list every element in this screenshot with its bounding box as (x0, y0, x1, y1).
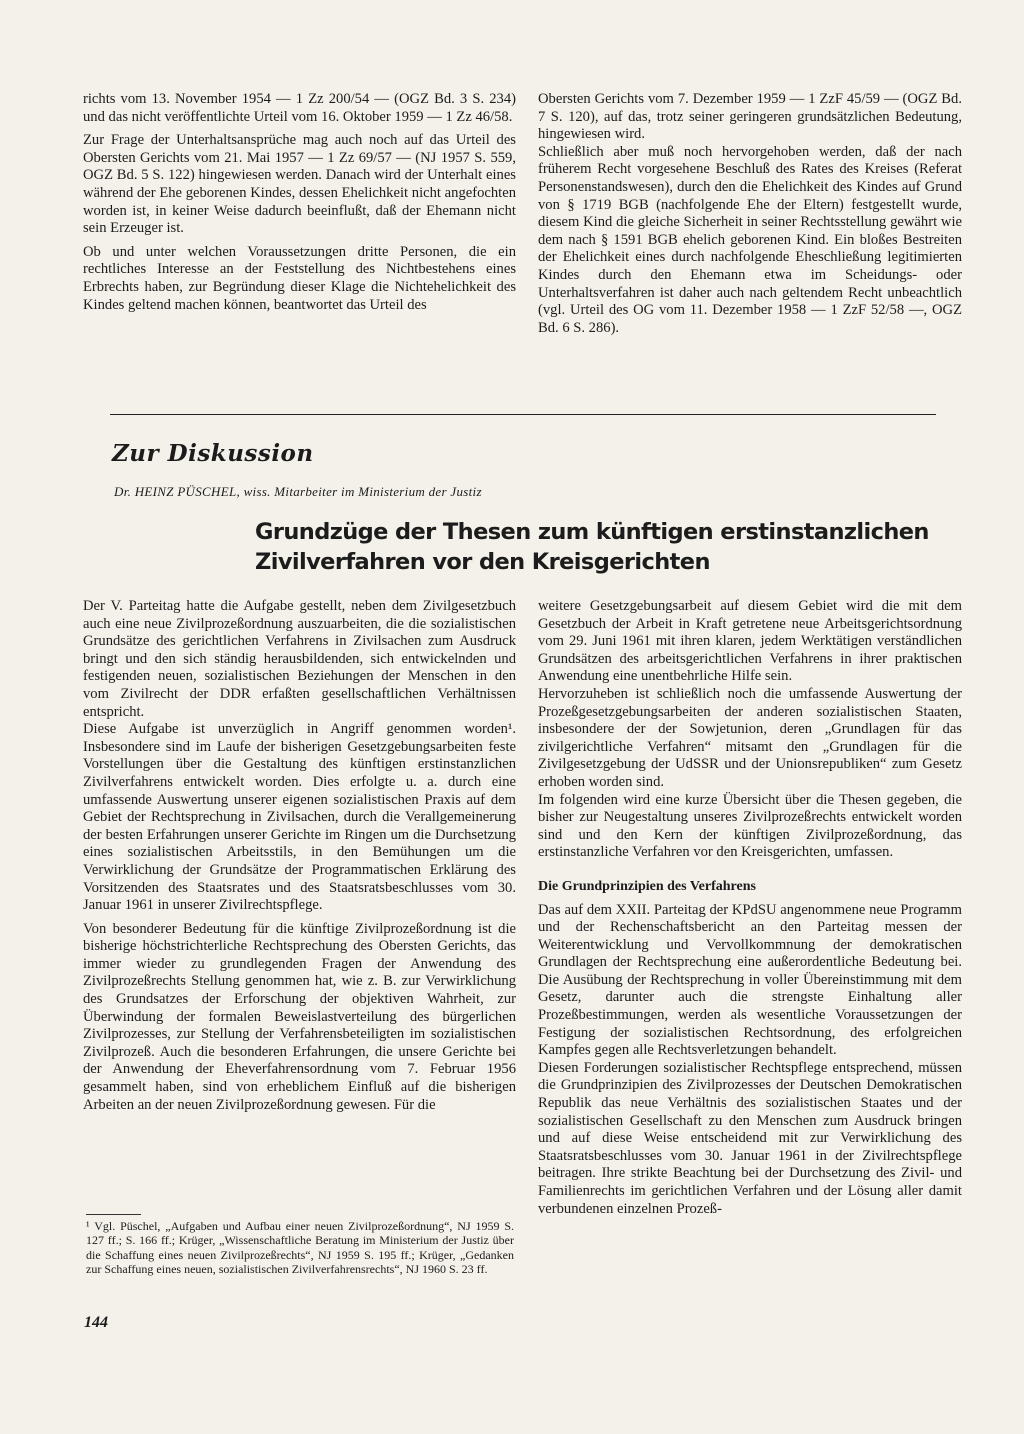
paragraph: Hervorzuheben ist schließlich noch die umfassende Auswertung der Prozeßgesetzgebungsarbeiten der anderen sozialistischen Staaten, insbesondere der der Sowjetunion, deren „Grundlagen für das zivilgerichtliche Verfahren“ mitsamt den „Grundlagen für die Zivilgesetzgebung der UdSSR und der Unionsrepubliken“ zum Gesetz erhoben worden sind. (538, 685, 962, 790)
paragraph: Schließlich aber muß noch hervorgehoben werden, daß der nach früherem Recht vorgesehene Beschluß des Rates des Kreises (Referat Personenstandswesen), durch den die Ehelichkeit des Kindes auf Grund von § 1719 BGB (nachfolgende Ehe der Eltern) festgestellt wurde, diesem Kind die gleiche Sicherheit in seiner Rechtsstellung gewährt wie dem nach § 1591 BGB ehelich geborenen Kind. Ein bloßes Bestreiten der Ehelichkeit eines durch nachfolgende Eheschließung legitimierten Kindes durch den Ehemann etwa im Scheidungs- oder Unterhaltsverfahren ist daher auch nach geltendem Recht unbeachtlich (vgl. Urteil des OG vom 11. Dezember 1958 — 1 ZzF 52/58 —, OGZ Bd. 6 S. 286). (538, 143, 962, 336)
top-right-column (538, 91, 962, 343)
footnote: ¹ Vgl. Püschel, „Aufgaben und Aufbau einer neuen Zivilprozeßordnung“, NJ 1959 S. 127 ff.; S. 166 ff.; Krüger, „Wissenschaftliche Beratung im Ministerium der Justiz über die Schaffung eines neuen Zivilprozeßrechts“, NJ 1959 S. 195 ff.; Krüger, „Gedanken zur Schaffung eines neuen, sozialistischen Zivilverfahrensrechts“, NJ 1960 S. 23 ff. (86, 1219, 514, 1277)
paragraph: Diese Aufgabe ist unverzüglich in Angriff genommen worden¹. Insbesondere sind im Laufe der bisherigen Gesetzgebungsarbeiten feste Vorstellungen über die Gestaltung des künftigen erstinstanzlichen Zivilverfahrens entwickelt worden. Dies erfolgte u. a. durch eine umfassende Auswertung unserer eigenen sozialistischen Praxis auf dem Gebiet der Rechtsprechung in Zivilsachen, durch die Verallgemeinerung der besten Erfahrungen unserer Gerichte im Ringen um die Durchsetzung eines sozialistischen Arbeitsstils, in den Bemühungen um die Verwirklichung der Grundsätze der Programmatischen Erklärung des Vorsitzenden des Staatsrates und des Staatsratsbeschlusses vom 30. Januar 1961 in unserer Zivilrechtspflege. (83, 721, 516, 914)
paragraph: Diesen Forderungen sozialistischer Rechtspflege entsprechend, müssen die Grundprinzipien des Zivilprozesses der Deutschen Demokratischen Republik das neue Verhältnis des sozialistischen Staates und der sozialistischen Gesellschaft zu den Menschen zum Ausdruck bringen und auf diese Weise entscheidend mit zur Verwirklichung des Staatsratsbeschlusses vom 30. Januar 1961 in der Zivilrechtspflege beitragen. Ihre strikte Beachtung bei der Durchsetzung des Zivil- und Familienrechts im gerichtlichen Verfahren und der Lösung aller damit verbundenen einzelnen Prozeß- (538, 1059, 962, 1217)
paragraph: Ob und unter welchen Voraussetzungen dritte Personen, die ein rechtliches Interesse an der Feststellung des Nichtbestehens eines Erbrechts haben, zur Begründung dieser Klage die Nichtehelichkeit des Kindes geltend machen können, beantwortet das Urteil des (83, 243, 516, 313)
paragraph: Im folgenden wird eine kurze Übersicht über die Thesen gegeben, die bisher zur Neugestaltung unseres Zivilprozeßrechts entwickelt worden sind und den Kern der künftigen Zivilprozeßordnung, das erstinstanzliche Verfahren vor den Kreisgerichten, umfassen. (538, 791, 962, 861)
section-divider (110, 414, 936, 415)
body-right-column (538, 598, 962, 1224)
section-heading: Zur Diskussion (112, 440, 314, 467)
paragraph: Das auf dem XXII. Parteitag der KPdSU angenommene neue Programm und der Rechenschaftsbericht an den Parteitag messen der Weiterentwicklung und Vervollkommnung der demokratischen Grundlagen der Rechtsprechung eine außerordentliche Bedeutung bei. Die Ausübung der Rechtsprechung in voller Übereinstimmung mit dem Gesetz, darunter auch die strengste Einhaltung aller Prozeßbestimmungen, werden als wesentliche Voraussetzungen der Festigung der sozialistischen Rechtsordnung, des erfolgreichen Kampfes gegen alle Rechtsverletzungen behandelt. (538, 901, 962, 1059)
paragraph: weitere Gesetzgebungsarbeit auf diesem Gebiet wird die mit dem Gesetzbuch der Arbeit in Kraft getretene neue Arbeitsgerichtsordnung vom 29. Juni 1961 mit ihren klaren, jedem Werktätigen verständlichen Grundsätzen des arbeitsgerichtlichen Verfahrens in ihrer praktischen Anwendung eine unentbehrliche Hilfe sein. (538, 598, 962, 685)
footnote-rule (86, 1214, 141, 1215)
author-line: Dr. HEINZ PÜSCHEL, wiss. Mitarbeiter im Ministerium der Justiz (114, 484, 482, 499)
paragraph: Von besonderer Bedeutung für die künftige Zivilprozeßordnung ist die bisherige höchstrichterliche Rechtsprechung des Obersten Gerichts, das immer wieder zu grundlegenden Fragen der Anwendung des Zivilprozeßrechts Stellung genommen hat, wie z. B. zur Verwirklichung des Grundsatzes der Erforschung der objektiven Wahrheit, zur Überwindung der formalen Beweislastverteilung des bürgerlichen Zivilprozesses, zur Stellung der Verfahrensbeteiligten im sozialistischen Zivilprozeß. Auch die besonderen Erfahrungen, die unsere Gerichte bei der Anwendung der Eheverfahrensordnung vom 7. Februar 1956 gesammelt haben, sind von erheblichem Einfluß auf die bisherigen Arbeiten an der neuen Zivilprozeßordnung gewesen. Für die (83, 920, 516, 1113)
paragraph: richts vom 13. November 1954 — 1 Zz 200/54 — (OGZ Bd. 3 S. 234) und das nicht veröffentlichte Urteil vom 16. Oktober 1959 — 1 Zz 46/58. (83, 91, 516, 125)
article-title-line: Zivilverfahren vor den Kreisgerichten (255, 549, 710, 575)
paragraph: Der V. Parteitag hatte die Aufgabe gestellt, neben dem Zivilgesetzbuch auch eine neue Zivilprozeßordnung auszuarbeiten, die die sozialistischen Grundsätze des gerichtlichen Verfahrens in Zivilsachen zum Ausdruck bringt und den sich ständig herausbildenden, sich entwickelnden und festigenden neuen, sozialistischen Beziehungen der Menschen in den vom Zivilrecht der DDR erfaßten gesellschaftlichen Verhältnissen entspricht. (83, 598, 516, 720)
paragraph: Zur Frage der Unterhaltsansprüche mag auch noch auf das Urteil des Obersten Gerichts vom 21. Mai 1957 — 1 Zz 69/57 — (NJ 1957 S. 559, OGZ Bd. 5 S. 122) hingewiesen werden. Danach wird der Unterhalt eines während der Ehe geborenen Kindes, dessen Ehelichkeit nicht angefochten worden ist, in keiner Weise dadurch beeinflußt, daß der Ehemann nicht sein Erzeuger ist. (83, 132, 516, 237)
body-left-column (83, 598, 516, 1120)
paragraph: Obersten Gerichts vom 7. Dezember 1959 — 1 ZzF 45/59 — (OGZ Bd. 7 S. 120), auf das, trotz seiner geringeren grundsätzlichen Bedeutung, hingewiesen wird. (538, 91, 962, 143)
article-title-line: Grundzüge der Thesen zum künftigen erstinstanzlichen (255, 519, 929, 545)
subheading: Die Grundprinzipien des Verfahrens (538, 878, 756, 894)
article-title (255, 517, 935, 577)
top-left-column (83, 91, 516, 320)
page-number: 144 (84, 1314, 108, 1331)
